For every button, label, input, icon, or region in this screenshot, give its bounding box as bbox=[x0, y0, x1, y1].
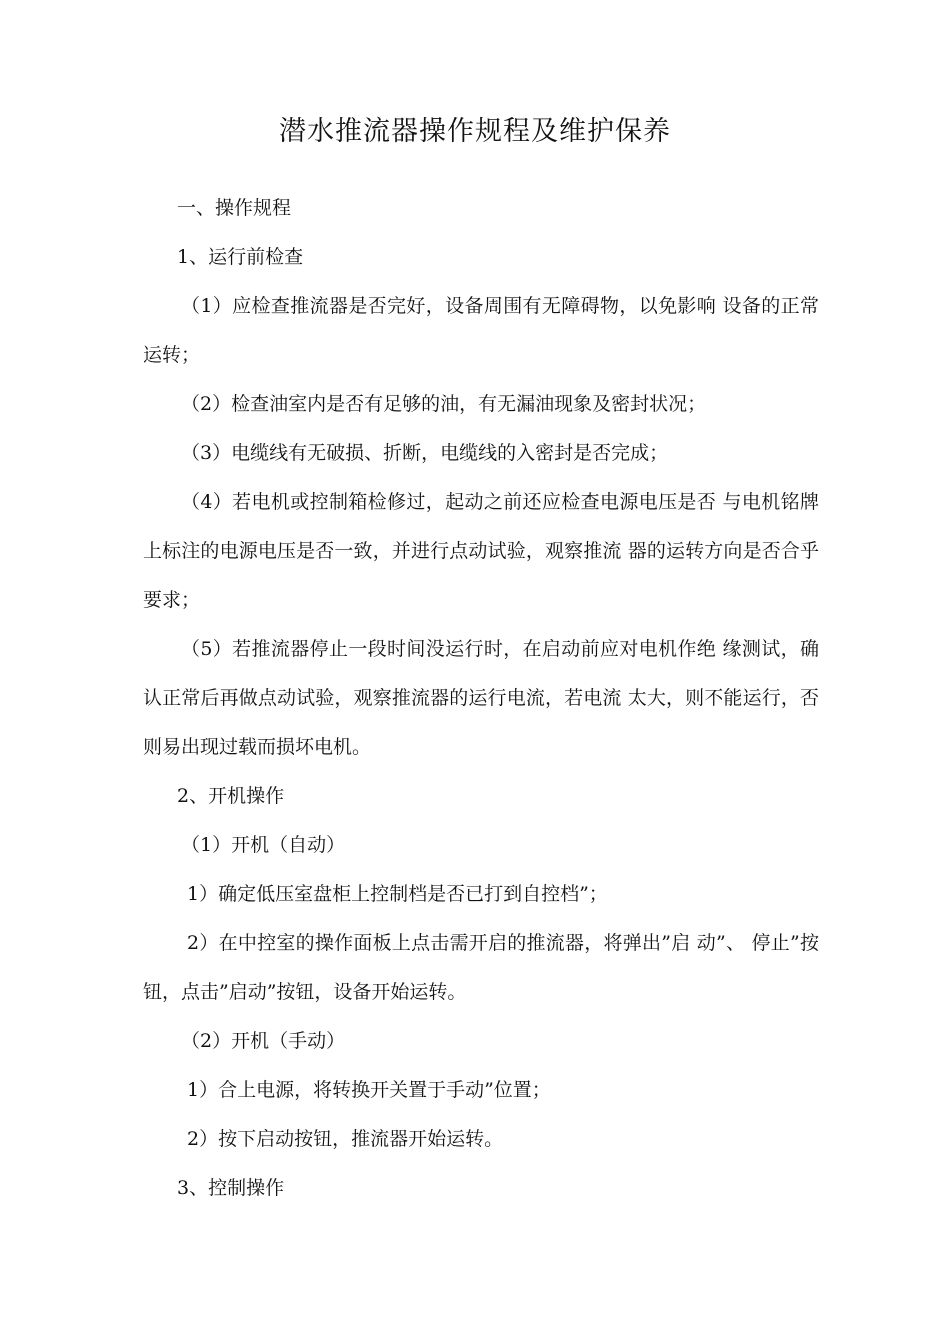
paragraph: （2）开机（手动） bbox=[181, 1030, 346, 1052]
paragraph: 2）在中控室的操作面板上点击需开启的推流器，将弹出”启 动”、 停止”按钮，点击”启动”按钮，设备开始运转。 bbox=[143, 932, 819, 1003]
paragraph: （1）开机（自动） bbox=[181, 834, 346, 856]
section-heading: 一、操作规程 bbox=[177, 197, 292, 219]
section-heading: 1、运行前检查 bbox=[177, 246, 304, 268]
section-heading: 2、开机操作 bbox=[177, 785, 285, 807]
section-heading: 3、控制操作 bbox=[177, 1177, 285, 1199]
document-title: 潜水推流器操作规程及维护保养 bbox=[279, 116, 671, 147]
paragraph: （4）若电机或控制箱检修过，起动之前还应检查电源电压是否 与电机铭牌上标注的电源电压是否一致，并进行点动试验，观察推流 器的运转方向是否合乎要求； bbox=[143, 491, 819, 611]
paragraph: （2）检查油室内是否有足够的油，有无漏油现象及密封状况； bbox=[181, 393, 707, 415]
paragraph: 1）确定低压室盘柜上控制档是否已打到自控档”； bbox=[187, 883, 608, 905]
document-body bbox=[143, 184, 819, 1213]
paragraph: 2）按下启动按钮，推流器开始运转。 bbox=[187, 1128, 504, 1150]
paragraph: （3）电缆线有无破损、折断，电缆线的入密封是否完成； bbox=[181, 442, 669, 464]
paragraph: （1）应检查推流器是否完好，设备周围有无障碍物，以免影响 设备的正常运转； bbox=[143, 295, 819, 366]
paragraph: 1）合上电源，将转换开关置于手动”位置； bbox=[187, 1079, 551, 1101]
paragraph: （5）若推流器停止一段时间没运行时，在启动前应对电机作绝 缘测试，确认正常后再做点动试验，观察推流器的运行电流，若电流 太大，则不能运行，否则易出现过载而损坏电机。 bbox=[143, 638, 819, 758]
